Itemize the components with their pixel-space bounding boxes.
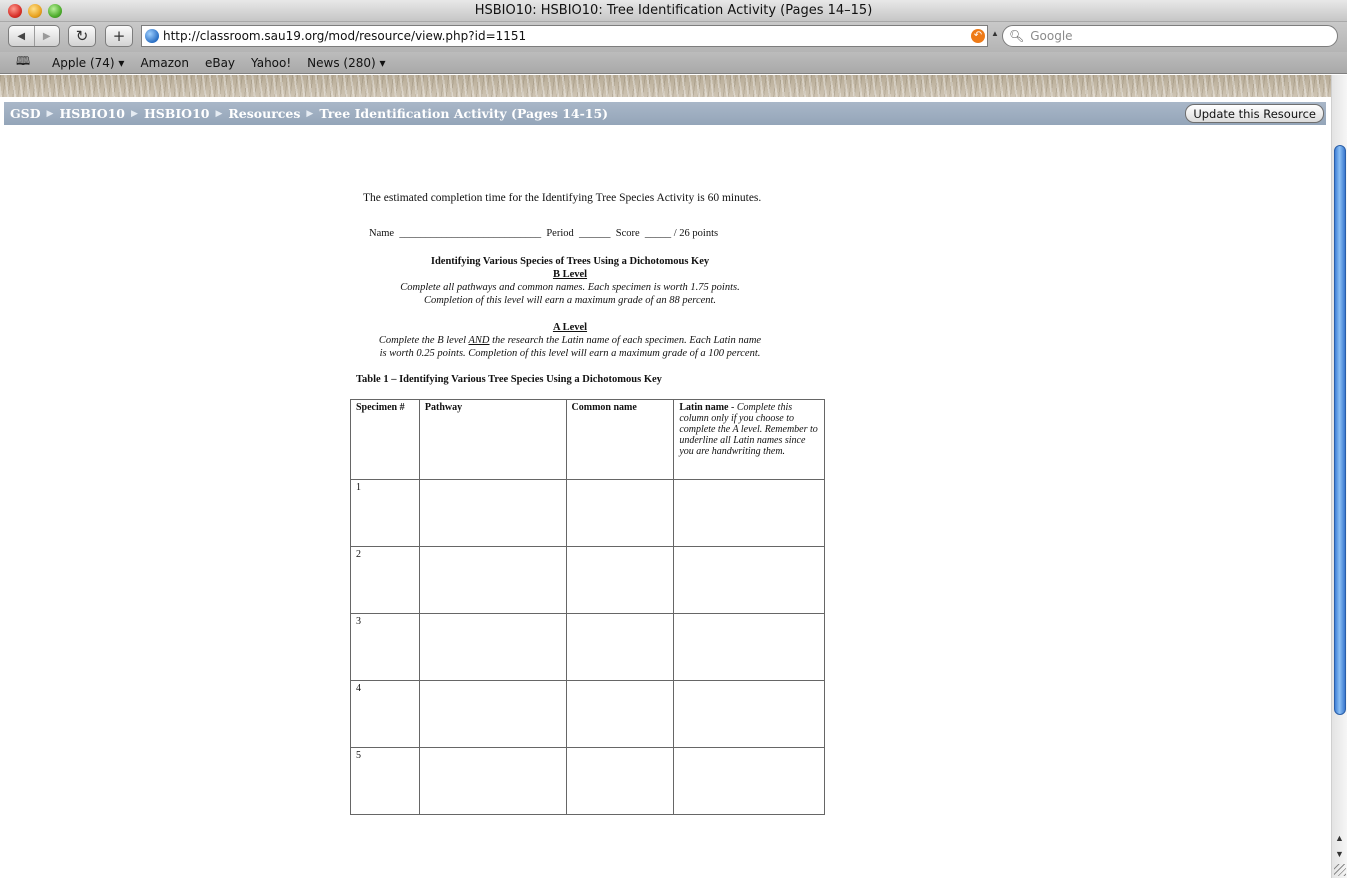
browser-toolbar [0,22,1347,52]
vertical-scrollbar[interactable] [1331,75,1347,878]
table-header-row [351,400,825,480]
table-row [351,547,825,614]
specimen-number: 4 [351,681,420,748]
add-bookmark-button[interactable] [105,25,133,47]
a-level-line-1-pre: Complete the B level [378,335,469,346]
b-level-title: B Level [552,269,588,280]
pathway-cell [419,480,566,547]
specimen-number: 3 [351,614,420,681]
pathway-cell [419,681,566,748]
scroll-down-arrow-icon[interactable]: ▼ [1335,849,1344,859]
scroll-up-arrow-icon[interactable]: ▲ [1335,833,1344,843]
common-name-cell [566,681,674,748]
search-field[interactable] [1002,25,1338,47]
specimen-number: 1 [351,480,420,547]
scroll-thumb[interactable] [1334,145,1346,715]
snapback-icon[interactable]: ↶ [971,29,985,43]
breadcrumb-gsd[interactable]: GSD [10,106,41,121]
breadcrumb [4,102,1326,125]
pathway-cell [419,748,566,815]
table-row [351,480,825,547]
window-titlebar [0,0,1347,22]
header-banner-image [0,75,1331,97]
common-name-cell [566,480,674,547]
reload-icon: ↻ [75,27,89,45]
update-resource-button[interactable]: Update this Resource [1185,104,1324,123]
latin-header-note: Complete this column only if you choose to complete the A level. Remember to underline all Latin names since you are handwriting them. [679,402,818,457]
identification-table [350,399,825,815]
back-arrow-icon: ◀ [17,30,26,42]
worksheet-heading: Identifying Various Species of Trees Using a Dichotomous Key [430,256,710,267]
completion-estimate: The estimated completion time for the Identifying Tree Species Activity is 60 minutes. [363,192,762,204]
common-name-cell [566,748,674,815]
b-level-line-2: Completion of this level will earn a maximum grade of an 88 percent. [423,295,717,306]
breadcrumb-hsbio10-site[interactable]: HSBIO10 [59,106,126,121]
a-level-line-1 [340,334,800,347]
reload-button[interactable] [68,25,96,47]
common-name-cell [566,614,674,681]
bookmarks-bar [0,52,1347,74]
bookmark-ebay[interactable]: eBay [204,55,236,70]
latin-name-cell [674,547,825,614]
magnifier-icon: 🔍︎ [1009,29,1025,43]
back-button[interactable] [9,26,34,46]
bookmark-apple[interactable]: Apple (74) ▾ [52,55,125,70]
b-level-line-1: Complete all pathways and common names. Each specimen is worth 1.75 points. [400,282,740,293]
header-pathway: Pathway [419,400,566,480]
breadcrumb-separator-icon: ▶ [215,108,223,118]
breadcrumb-hsbio10-course[interactable]: HSBIO10 [143,106,210,121]
table-row [351,614,825,681]
a-level-line-1-post: the research the Latin name of each specimen. Each Latin name [489,335,762,346]
address-dropdown-icon[interactable]: ▲ [991,29,999,38]
table-row [351,681,825,748]
latin-header-separator: - [728,402,737,413]
latin-name-cell [674,681,825,748]
forward-arrow-icon: ▶ [42,30,51,42]
latin-name-cell [674,480,825,547]
table-caption: Table 1 – Identifying Various Tree Species Using a Dichotomous Key [356,374,662,385]
back-forward-group [8,25,60,47]
name-period-score-line: Name ___________________________ Period ______ Score _____ / 26 points [369,228,719,239]
header-common-name: Common name [566,400,674,480]
plus-icon: + [112,27,126,45]
breadcrumb-separator-icon: ▶ [46,108,54,118]
breadcrumb-current-page: Tree Identification Activity (Pages 14-15) [319,106,609,121]
pathway-cell [419,547,566,614]
latin-name-cell [674,748,825,815]
specimen-number: 5 [351,748,420,815]
a-level-title: A Level [552,322,588,333]
window-resize-grip[interactable] [1334,864,1346,876]
table-row [351,748,825,815]
common-name-cell [566,547,674,614]
breadcrumb-separator-icon: ▶ [306,108,314,118]
page-viewport [0,75,1331,878]
a-level-and: AND [468,335,490,346]
breadcrumb-resources[interactable]: Resources [228,106,301,121]
latin-name-cell [674,614,825,681]
header-latin-name [674,400,825,480]
latin-header-label: Latin name [679,402,729,413]
bookmark-news[interactable]: News (280) ▾ [307,55,386,70]
breadcrumb-separator-icon: ▶ [131,108,138,118]
bookmarks-book-icon[interactable]: 🕮︎ [16,54,31,68]
bookmark-amazon[interactable]: Amazon [140,55,189,70]
forward-button[interactable] [34,26,60,46]
search-placeholder: Google [1030,29,1073,43]
address-url[interactable]: http://classroom.sau19.org/mod/resource/view.php?id=1151 [163,29,527,43]
a-level-line-2: is worth 0.25 points. Completion of this level will earn a maximum grade of a 100 percent. [379,348,761,359]
window-title: HSBIO10: HSBIO10: Tree Identification Activity (Pages 14–15) [474,3,873,18]
header-specimen: Specimen # [351,400,420,480]
globe-icon [145,29,159,43]
pathway-cell [419,614,566,681]
address-bar[interactable] [141,25,988,47]
specimen-number: 2 [351,547,420,614]
bookmark-yahoo[interactable]: Yahoo! [251,55,292,70]
